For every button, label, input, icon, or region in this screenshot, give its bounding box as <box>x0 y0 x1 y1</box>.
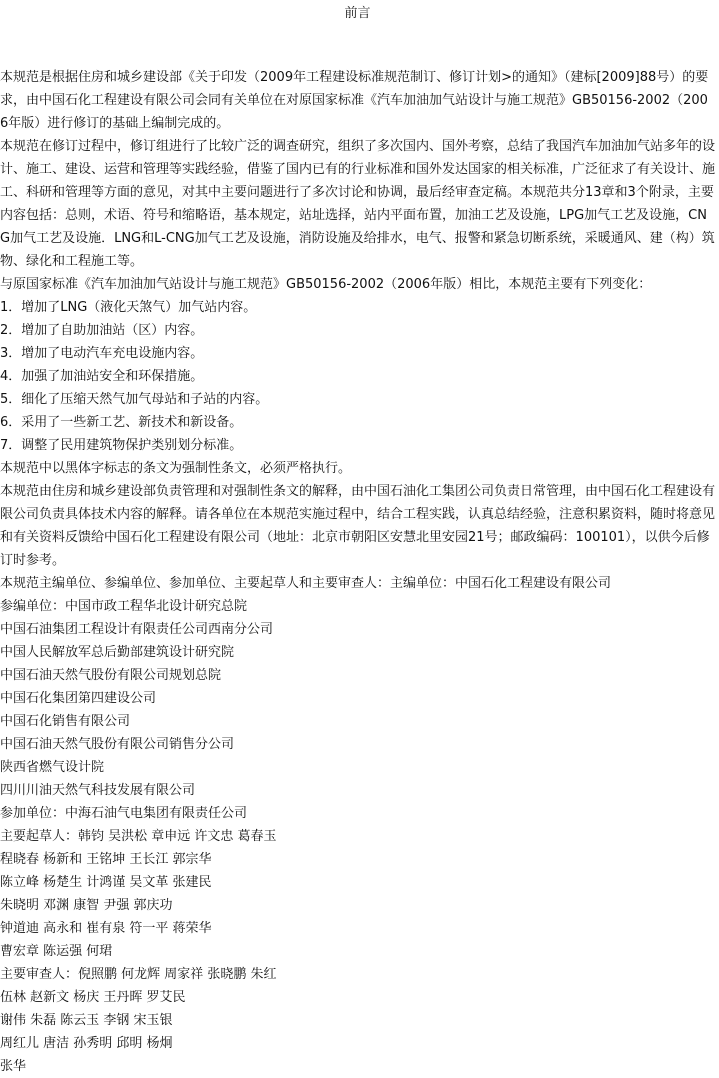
paragraph-management: 本规范由住房和城乡建设部负责管理和对强制性条文的解释，由中国石油化工集团公司负责日常管理，由中国石化工程建设有限公司负责具体技术内容的解释。请各单位在本规范实施过程中，结合工程实践，认真总结经验，注意积累资料，随时将意见和有关资料反馈给中国石化工程建设有限公司（地址：北京市朝阳区安慧北里安园21号；邮政编码：100101），以供今后修订时参考。 <box>0 484 716 568</box>
unit-line: 参加单位：中海石油气电集团有限责任公司 <box>0 806 248 821</box>
unit-line: 中国石化销售有限公司 <box>0 714 131 729</box>
unit-line: 四川川油天然气科技发展有限公司 <box>0 783 196 798</box>
document-body <box>0 66 715 1078</box>
paragraph-process: 本规范在修订过程中，修订组进行了比较广泛的调查研究，组织了多次国内、国外考察，总结了我国汽车加油加气站多年的设计、施工、建设、运营和管理等实践经验，借鉴了国内已有的行业标准和国外发达国家的相关标准，广泛征求了有关设计、施工、科研和管理等方面的意见，对其中主要问题进行了多次讨论和协调，最后经审查定稿。本规范共分13章和3个附录，主要内容包括：总则，术语、符号和缩略语，基本规定，站址选择，站内平面布置，加油工艺及设施，LPG加气工艺及设施，CNG加气工艺及设施．LNG和L-CNG加气工艺及设施，消防设施及给排水，电气、报警和紧急切断系统，采暖通风、建（构）筑物、绿化和工程施工等。 <box>0 139 716 269</box>
unit-line: 参编单位：中国市政工程华北设计研究总院 <box>0 599 248 614</box>
unit-line: 中国石油集团工程设计有限责任公司西南分公司 <box>0 622 274 637</box>
change-item-1: 1．增加了LNG（液化天煞气）加气站内容。 <box>0 300 257 315</box>
change-item-4: 4．加强了加油站安全和环保措施。 <box>0 369 204 384</box>
drafter-line: 陈立峰 杨楚生 计鸿谨 吴文革 张建民 <box>0 875 212 890</box>
paragraph-intro: 本规范是根据住房和城乡建设部《关于印发（2009年工程建设标准规范制订、修订计划>的通知》（建标[2009]88号）的要求，由中国石化工程建设有限公司会同有关单位在对原国家标准《汽车加油加气站设计与施工规范》GB50156-2002（2006年版）进行修订的基础上编制完成的。 <box>0 70 709 131</box>
title-spacer <box>0 25 715 66</box>
change-item-5: 5．细化了压缩天然气加气母站和子站的内容。 <box>0 392 269 407</box>
change-item-2: 2．增加了自助加油站（区）内容。 <box>0 323 204 338</box>
reviewer-line: 谢伟 朱磊 陈云玉 李钢 宋玉银 <box>0 1013 173 1028</box>
drafter-line: 朱晓明 邓渊 康智 尹强 郭庆功 <box>0 898 173 913</box>
unit-line: 中国石化集团第四建设公司 <box>0 691 157 706</box>
drafter-line: 曹宏章 陈运强 何珺 <box>0 944 113 959</box>
reviewer-line: 伍林 赵新文 杨庆 王丹晖 罗艾民 <box>0 990 186 1005</box>
unit-line: 中国石油天然气股份有限公司规划总院 <box>0 668 222 683</box>
drafter-line: 钟道迪 高永和 崔有泉 符一平 蒋荣华 <box>0 921 212 936</box>
change-item-6: 6．采用了一些新工艺、新技术和新设备。 <box>0 415 243 430</box>
unit-line: 中国人民解放军总后勤部建筑设计研究院 <box>0 645 235 660</box>
document-title: 前言 <box>344 6 371 21</box>
paragraph-mandatory: 本规范中以黑体字标志的条文为强制性条文，必须严格执行。 <box>0 461 352 476</box>
paragraph-changes-intro: 与原国家标准《汽车加油加气站设计与施工规范》GB50156-2002（2006年版）相比，本规范主要有下列变化： <box>0 277 652 292</box>
change-item-7: 7．调整了民用建筑物保护类别划分标准。 <box>0 438 243 453</box>
unit-line: 陕西省燃气设计院 <box>0 760 105 775</box>
reviewer-line: 周红儿 唐洁 孙秀明 邱明 杨炯 <box>0 1036 173 1051</box>
change-item-3: 3．增加了电动汽车充电设施内容。 <box>0 346 204 361</box>
drafter-line: 主要起草人：韩钧 吴洪松 章申远 许文忠 葛春玉 <box>0 829 277 844</box>
reviewer-line: 主要审查人：倪照鹏 何龙辉 周家祥 张晓鹏 朱红 <box>0 967 277 982</box>
drafter-line: 程晓春 杨新和 王铭坤 王长江 郭宗华 <box>0 852 212 867</box>
paragraph-units-intro: 本规范主编单位、参编单位、参加单位、主要起草人和主要审查人：主编单位：中国石化工程建设有限公司 <box>0 576 612 591</box>
reviewer-line: 张华 <box>0 1059 27 1074</box>
unit-line: 中国石油天然气股份有限公司销售分公司 <box>0 737 235 752</box>
